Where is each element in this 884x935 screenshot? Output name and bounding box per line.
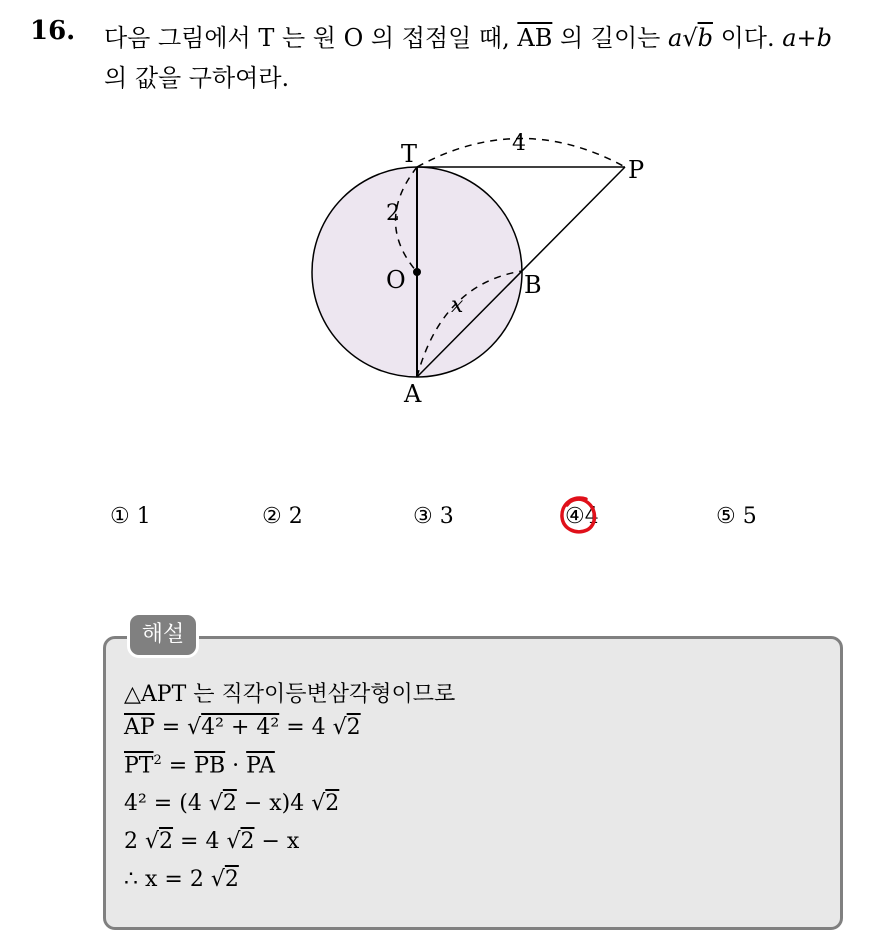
choice-3[interactable] — [413, 504, 454, 529]
expr-a-plus-b: a+b — [782, 24, 832, 52]
choice-value: 5 — [742, 504, 757, 529]
question-text-part: 의 길이는 — [552, 24, 668, 52]
label-t: T — [401, 140, 418, 168]
choice-mark: ⑤ — [716, 504, 736, 529]
segment-pb: $\overline{PB}$ — [194, 753, 226, 779]
expr-part: = 4 — [173, 829, 227, 854]
choice-2[interactable] — [262, 504, 303, 529]
sqrt-sign: √ — [187, 715, 202, 740]
radicand: 2 — [222, 791, 237, 816]
choice-5[interactable] — [716, 504, 757, 529]
equals: = — [154, 715, 188, 740]
question-text-part: 다음 그림에서 T 는 원 O 의 접점일 때, — [104, 24, 518, 52]
label-ot-length: 2 — [386, 201, 400, 226]
choice-mark: ① — [110, 504, 130, 529]
answer-choices — [0, 504, 884, 534]
radicand: 2 — [224, 867, 239, 892]
sqrt-sign: √ — [226, 829, 241, 854]
expr-part: 2 — [124, 829, 145, 854]
solution-tag: 해설 — [127, 612, 199, 658]
radicand: 2 — [346, 715, 361, 740]
sqrt-sign: √ — [311, 791, 326, 816]
sqrt-sign: √ — [208, 791, 223, 816]
result-text: = 4 — [279, 715, 333, 740]
radicand: 2 — [325, 791, 340, 816]
choice-mark: ④ — [565, 504, 585, 529]
choice-1[interactable] — [110, 504, 151, 529]
expr-part: − x — [254, 829, 300, 854]
choice-value: 2 — [288, 504, 303, 529]
center-point-o — [413, 268, 421, 276]
radicand: 2 — [159, 829, 174, 854]
question-text-line2: 의 값을 구하여라. — [104, 64, 290, 92]
label-tp-length: 4 — [512, 131, 526, 156]
choice-value: 3 — [439, 504, 454, 529]
dot-operator: · — [225, 753, 247, 779]
segment-pa: $\overline{PA}$ — [246, 753, 275, 779]
sqrt-sign: √ — [145, 829, 160, 854]
expr-part: ∴ x = 2 — [124, 867, 211, 892]
label-b: B — [524, 271, 542, 299]
choice-value: 4 — [584, 504, 599, 529]
selected-answer-circle — [556, 493, 600, 537]
solution-line-3 — [124, 753, 275, 778]
label-a: A — [404, 380, 422, 408]
question-number: 16. — [30, 16, 76, 46]
choice-mark: ③ — [413, 504, 433, 529]
sqrt-sign: √ — [332, 715, 347, 740]
solution-line-5 — [124, 829, 299, 854]
expr-part: 4² = (4 — [124, 791, 209, 816]
solution-line-2 — [124, 715, 361, 740]
sqrt-sign: √ — [210, 867, 225, 892]
choice-mark: ② — [262, 504, 282, 529]
solution-line-6 — [124, 867, 239, 892]
segment-ap: $\overline{AP}$ — [124, 715, 155, 740]
solution-line-1: △APT 는 직각이등변삼각형이므로 — [124, 682, 456, 707]
var-a: a — [667, 24, 683, 52]
label-x: x — [451, 293, 464, 318]
radicand: 2 — [240, 829, 255, 854]
label-o: O — [386, 266, 406, 294]
question-text-part: 이다. — [712, 24, 783, 52]
segment-pt: $\overline{PT}$ — [124, 753, 154, 779]
choice-value: 1 — [136, 504, 151, 529]
solution-line-4 — [124, 791, 339, 816]
question-text-line1 — [104, 18, 832, 53]
var-b: b — [697, 24, 713, 52]
expr-part: − x)4 — [236, 791, 312, 816]
segment-ab: $\overline{AB}$ — [517, 24, 553, 52]
geometry-figure — [300, 118, 680, 418]
label-p: P — [628, 156, 645, 184]
equals: = — [161, 753, 195, 779]
exponent: 2 — [153, 753, 162, 768]
sqrt-sign: √ — [682, 24, 698, 52]
radicand: 4² + 4² — [201, 715, 280, 740]
